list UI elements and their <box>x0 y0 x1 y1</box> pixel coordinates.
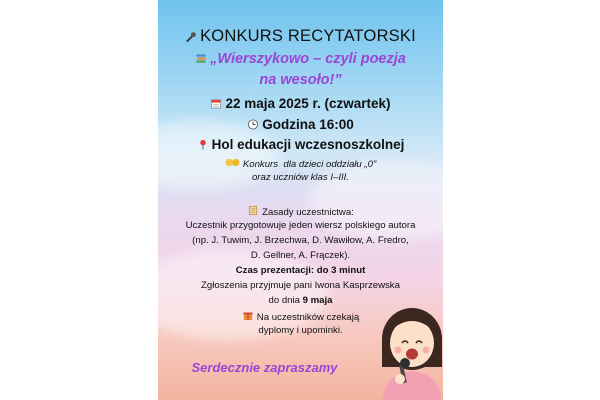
deadline-prefix: do dnia <box>268 295 303 306</box>
closing-invitation: Serdecznie zapraszamy <box>191 360 338 375</box>
audience-italic-text: Konkurs <box>242 159 279 170</box>
books-icon <box>195 53 207 64</box>
rules-heading-text: Zasady uczestnictwa: <box>262 207 354 218</box>
place-text: Hol edukacji wczesnoszkolnej <box>211 137 405 152</box>
event-place <box>158 137 443 152</box>
scroll-icon <box>247 205 259 216</box>
event-poster <box>158 0 443 400</box>
clock-icon <box>247 119 259 130</box>
date-text: 22 maja 2025 r. (czwartek) <box>225 96 391 111</box>
rules-heading <box>158 205 443 218</box>
gift-icon <box>242 310 254 321</box>
prizes-text-1: Na uczestników czekają <box>256 312 360 323</box>
subtitle-text-2: na wesoło!” <box>259 72 342 88</box>
microphone-icon <box>185 31 197 42</box>
subtitle-line-2 <box>158 72 443 88</box>
rules-line-2: (np. J. Tuwim, J. Brzechwa, D. Wawiłow, A. Fredro, <box>192 235 409 246</box>
calendar-icon <box>210 98 222 109</box>
rules-line-1: Uczestnik przygotowuje jeden wiersz polskiego autora <box>185 220 416 231</box>
event-date <box>158 96 443 111</box>
poster-title <box>158 27 443 46</box>
girl-singing-illustration <box>377 303 443 400</box>
subtitle-text-1: „Wierszykowo – czyli poezja <box>210 51 406 67</box>
audience-rest-text: dla dzieci oddziału „0” <box>278 159 377 170</box>
rules-line-3: D. Gellner, A. Frączek). <box>250 250 351 261</box>
prizes-line-2: dyplomy i upominki. <box>258 325 343 336</box>
presentation-time: Czas prezentacji: do 3 minut <box>235 265 366 276</box>
audience-text-2: oraz uczniów klas I–III. <box>251 172 350 183</box>
deadline-date: 9 maja <box>302 295 333 306</box>
event-time <box>158 117 443 132</box>
time-text: Godzina 16:00 <box>262 117 354 132</box>
applications-line: Zgłoszenia przyjmuje pani Iwona Kasprzewska <box>201 280 400 291</box>
children-icon <box>225 157 240 168</box>
pin-icon <box>197 139 209 150</box>
subtitle-line-1 <box>158 51 443 67</box>
audience-line-1 <box>158 157 443 170</box>
audience-line-2 <box>158 172 443 183</box>
title-text: KONKURS RECYTATORSKI <box>200 27 416 45</box>
